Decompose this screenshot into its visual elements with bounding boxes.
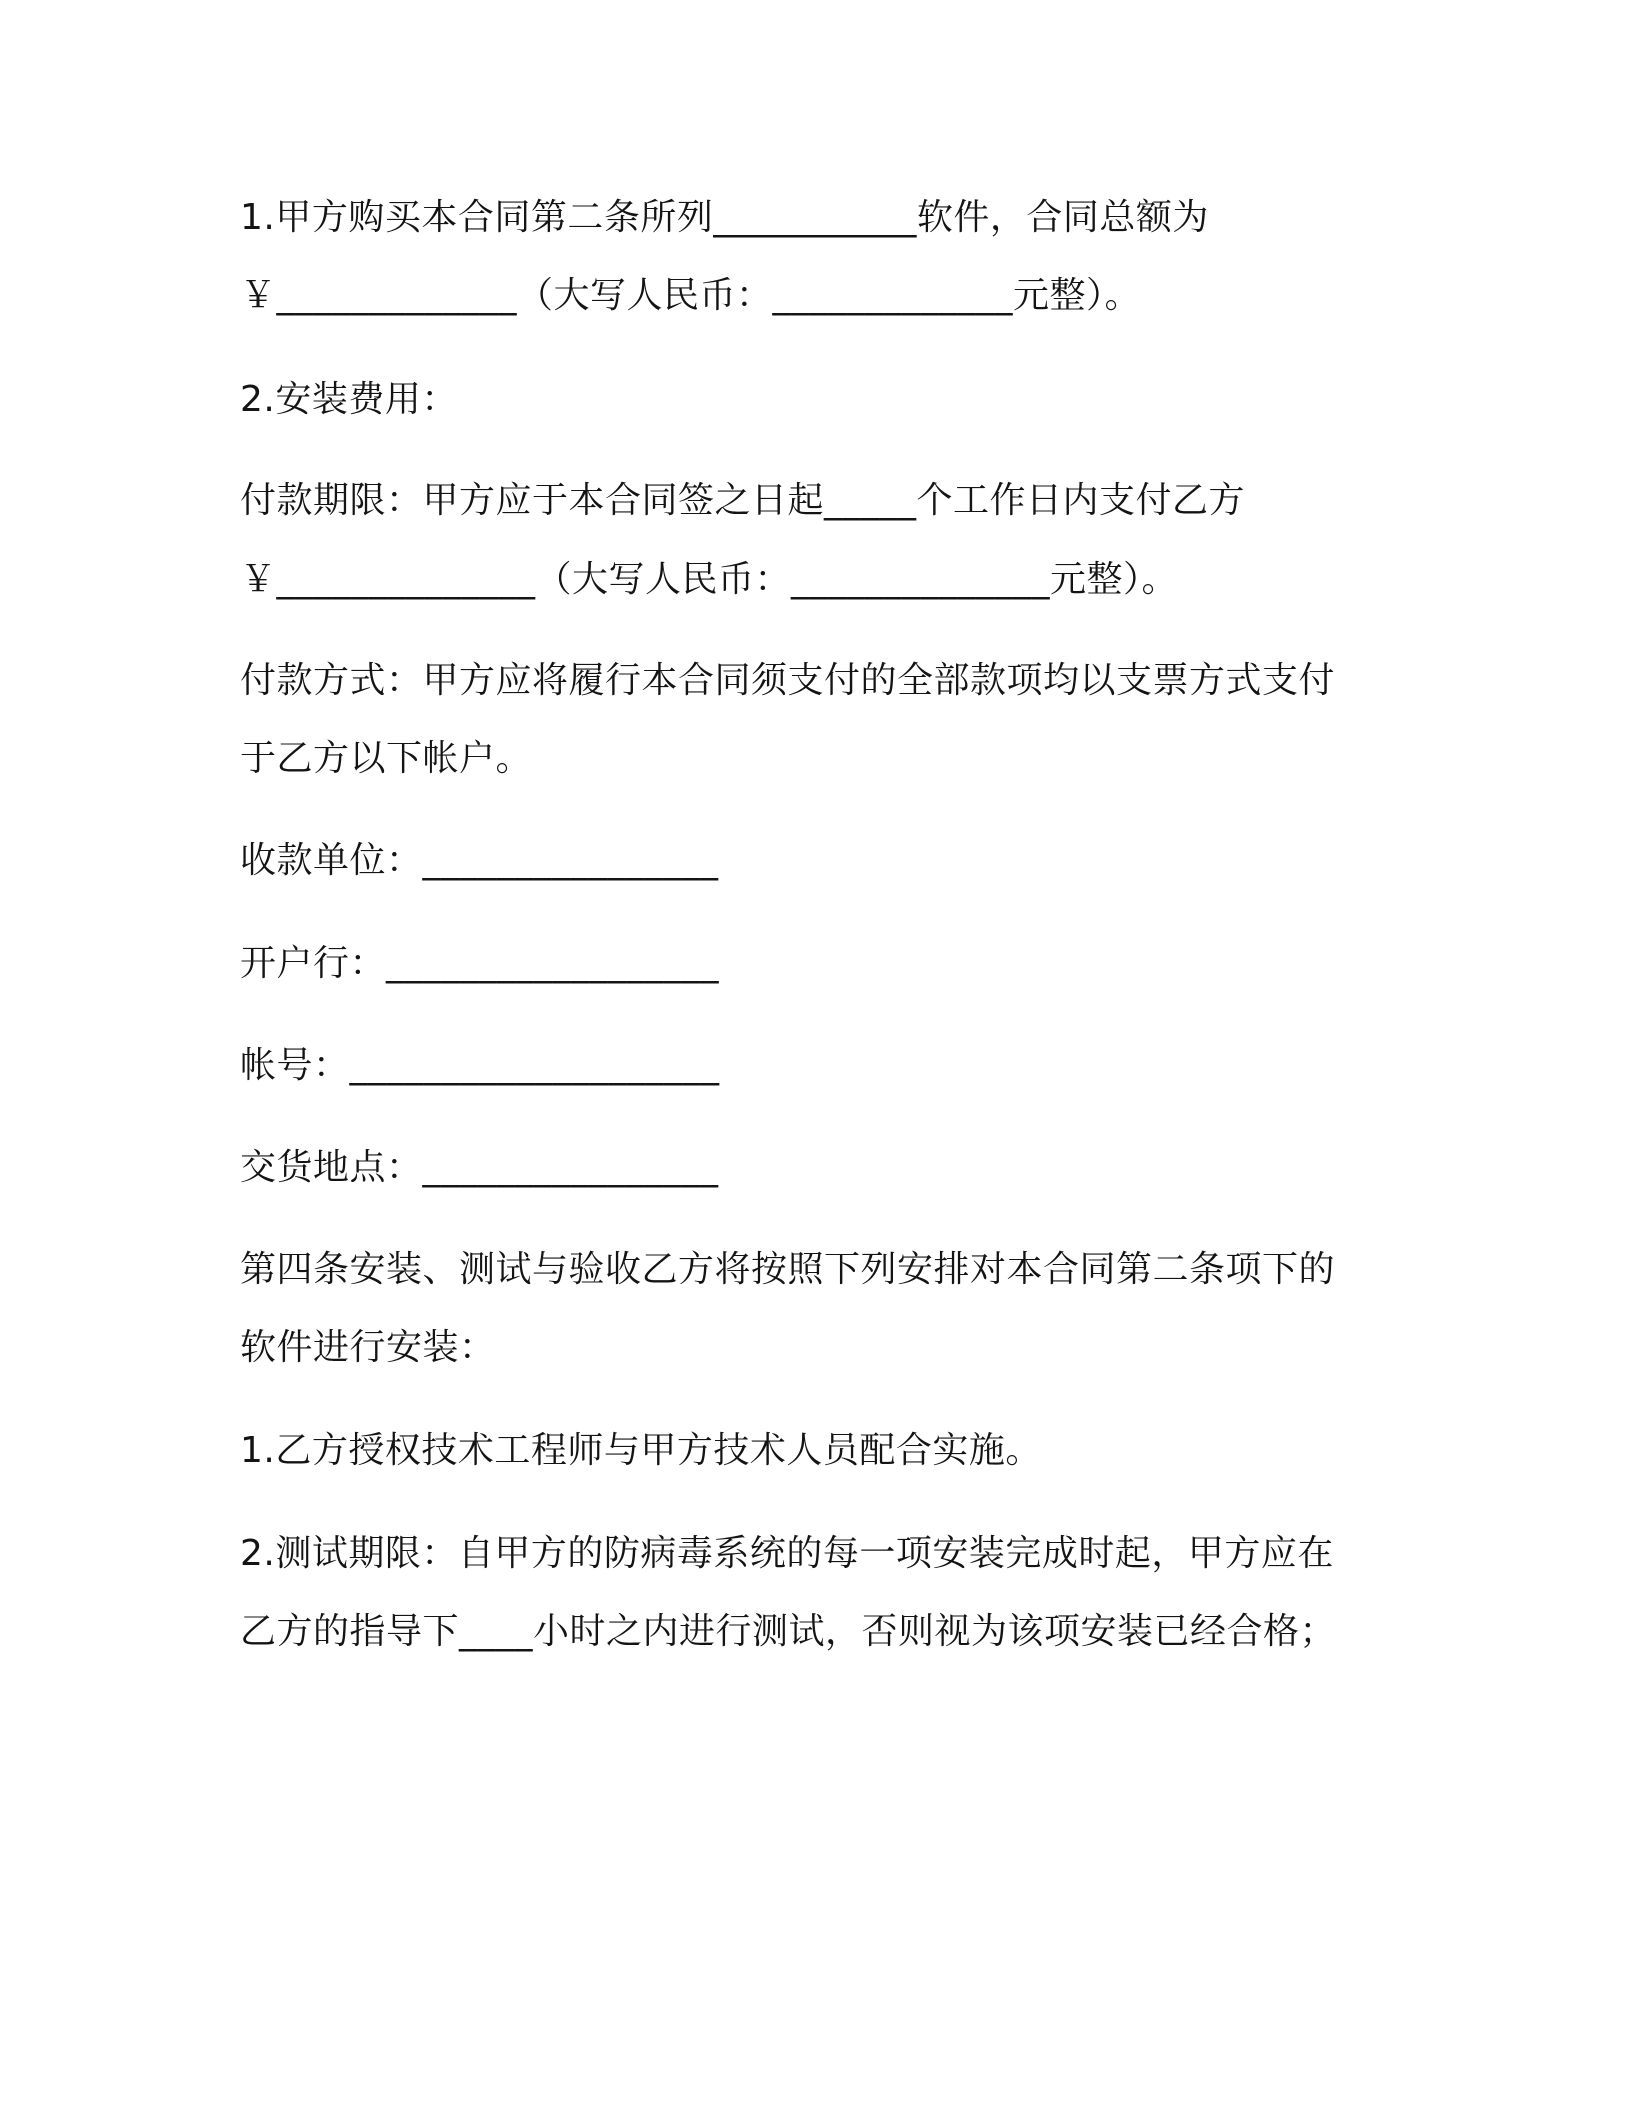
text-line: 交货地点：________________ [240, 1147, 719, 1188]
text-line: 乙方的指导下____小时之内进行测试，否则视为该项安装已经合格； [240, 1611, 1337, 1652]
text-line: 2.测试期限：自甲方的防病毒系统的每一项安装完成时起，甲方应在 [240, 1533, 1334, 1574]
text-line: ￥_____________（大写人民币：_____________元整）。 [240, 275, 1142, 316]
text-line: ￥______________（大写人民币：______________元整）。 [240, 559, 1179, 600]
text-line: 帐号：____________________ [240, 1045, 720, 1086]
text-line: 软件进行安装： [240, 1327, 496, 1368]
text-line: 1.乙方授权技术工程师与甲方技术人员配合实施。 [240, 1430, 1042, 1471]
text-line: 开户行：__________________ [240, 943, 720, 984]
text-line: 付款期限：甲方应于本合同签之日起_____个工作日内支付乙方 [240, 480, 1246, 521]
text-line: 于乙方以下帐户。 [240, 738, 533, 779]
text-line: 2.安装费用： [240, 379, 458, 420]
text-line: 1.甲方购买本合同第二条所列___________软件，合同总额为 [240, 197, 1209, 238]
text-line: 第四条安装、测试与验收乙方将按照下列安排对本合同第二条项下的 [240, 1249, 1336, 1290]
text-line: 付款方式：甲方应将履行本合同须支付的全部款项均以支票方式支付 [240, 660, 1336, 701]
text-line: 收款单位：________________ [240, 840, 719, 881]
